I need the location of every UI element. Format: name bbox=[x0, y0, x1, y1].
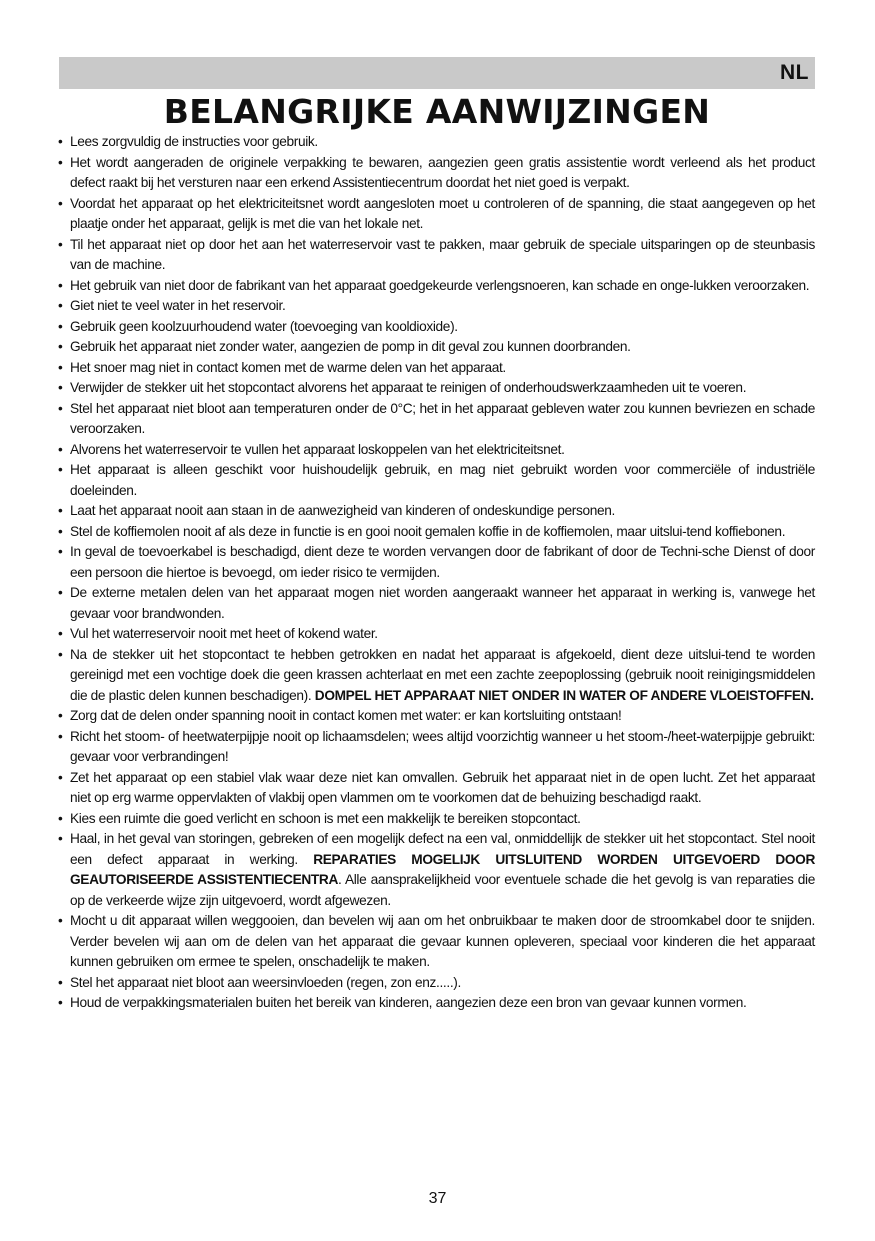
list-item: • Mocht u dit apparaat willen weggooien, dan bevelen wij aan om het onbruikbaar te maken door de stroomkabel door te snijden. Verder bevelen wij aan om de delen van het apparaat die gevaar kunnen opleveren, speciaal voor kinderen die het apparaat kunnen gebruiken om ermee te spelen, onschadelijk te maken. bbox=[58, 911, 815, 973]
language-header-bar bbox=[59, 57, 815, 89]
list-item: • De externe metalen delen van het apparaat mogen niet worden aangeraakt wanneer het apparaat in werking is, vanwege het gevaar voor brandwonden. bbox=[58, 583, 815, 624]
list-item: • Zet het apparaat op een stabiel vlak waar deze niet kan omvallen. Gebruik het apparaat niet in de open lucht. Zet het apparaat niet op erg warme oppervlakten of vlakbij open vlammen om te voorkomen dat de behuizing beschadigd raakt. bbox=[58, 768, 815, 809]
list-item: • Houd de verpakkingsmaterialen buiten het bereik van kinderen, aangezien deze een bron van gevaar kunnen vormen. bbox=[58, 993, 815, 1014]
list-item: • Lees zorgvuldig de instructies voor gebruik. bbox=[58, 132, 815, 153]
page-title: BELANGRIJKE AANWIJZINGEN bbox=[163, 92, 711, 131]
list-item: • Het apparaat is alleen geschikt voor huishoudelijk gebruik, en mag niet gebruikt worden voor commerciële of industriële doeleinden. bbox=[58, 460, 815, 501]
list-item: • Til het apparaat niet op door het aan het waterreservoir vast te pakken, maar gebruik de speciale uitsparingen op de steunbasis van de machine. bbox=[58, 235, 815, 276]
list-item: • Gebruik het apparaat niet zonder water, aangezien de pomp in dit geval zou kunnen doorbranden. bbox=[58, 337, 815, 358]
list-item: • Alvorens het waterreservoir te vullen het apparaat loskoppelen van het elektriciteitsnet. bbox=[58, 440, 815, 461]
list-item: • Het gebruik van niet door de fabrikant van het apparaat goedgekeurde verlengsnoeren, kan schade en onge-lukken veroorzaken. bbox=[58, 276, 815, 297]
list-item: • Het snoer mag niet in contact komen met de warme delen van het apparaat. bbox=[58, 358, 815, 379]
list-item: • Stel het apparaat niet bloot aan weersinvloeden (regen, zon enz.....). bbox=[58, 973, 815, 994]
list-item: • Het wordt aangeraden de originele verpakking te bewaren, aangezien geen gratis assistentie wordt verleend als het product defect raakt bij het versturen naar een erkend Assistentiecentrum doordat het niet goed is verpakt. bbox=[58, 153, 815, 194]
list-item: • Vul het waterreservoir nooit met heet of kokend water. bbox=[58, 624, 815, 645]
list-item: • Laat het apparaat nooit aan staan in de aanwezigheid van kinderen of ondeskundige personen. bbox=[58, 501, 815, 522]
warning-text: REPARATIES MOGELIJK UITSLUITEND WORDEN UITGEVOERD DOOR GEAUTORISEERDE ASSISTENTIECENTRA bbox=[70, 851, 815, 887]
list-item: • Giet niet te veel water in het reservoir. bbox=[58, 296, 815, 317]
list-item: • Verwijder de stekker uit het stopcontact alvorens het apparaat te reinigen of onderhoudswerkzaamheden uit te voeren. bbox=[58, 378, 815, 399]
list-item: • Gebruik geen koolzuurhoudend water (toevoeging van kooldioxide). bbox=[58, 317, 815, 338]
list-item: • Zorg dat de delen onder spanning nooit in contact komen met water: er kan kortsluiting ontstaan! bbox=[58, 706, 815, 727]
list-item: • Na de stekker uit het stopcontact te hebben getrokken en nadat het apparaat is afgekoeld, dient deze uitslui-tend te worden gereinigd met een vochtige doek die geen krassen achterlaat en met een zachte zeepoplossing (gebruik nooit reinigingsmiddelen die de plastic delen kunnen beschadigen). DOMPEL HET APPARAAT NIET ONDER IN WATER OF ANDERE VLOEISTOFFEN. bbox=[58, 645, 815, 707]
list-item: • Haal, in het geval van storingen, gebreken of een mogelijk defect na een val, onmiddellijk de stekker uit het stopcontact. Stel nooit een defect apparaat in werking. REPARATIES MOGELIJK UITSLUITEND WORDEN UITGEVOERD DOOR GEAUTORISEERDE ASSISTENTIECENTRA. Alle aansprakelijkheid voor eventuele schade die het gevolg is van reparaties die op de verkeerde wijze zijn uitgevoerd, wordt afgewezen. bbox=[58, 829, 815, 911]
list-item: • Voordat het apparaat op het elektriciteitsnet wordt aangesloten moet u controleren of de spanning, die staat aangegeven op het plaatje onder het apparaat, gelijk is met die van het lokale net. bbox=[58, 194, 815, 235]
list-item: • Stel het apparaat niet bloot aan temperaturen onder de 0°C; het in het apparaat gebleven water zou kunnen bevriezen en schade veroorzaken. bbox=[58, 399, 815, 440]
language-code: NL bbox=[780, 61, 809, 84]
list-item: • Kies een ruimte die goed verlicht en schoon is met een makkelijk te bereiken stopcontact. bbox=[58, 809, 815, 830]
list-item: • In geval de toevoerkabel is beschadigd, dient deze te worden vervangen door de fabrikant of door de Techni-sche Dienst of door een persoon die hiertoe is bevoegd, om ieder risico te vermijden. bbox=[58, 542, 815, 583]
list-item: • Richt het stoom- of heetwaterpijpje nooit op lichaamsdelen; wees altijd voorzichtig wanneer u het stoom-/heet-waterpijpje gebruikt: gevaar voor verbrandingen! bbox=[58, 727, 815, 768]
instructions-list bbox=[58, 132, 815, 1014]
warning-text: DOMPEL HET APPARAAT NIET ONDER IN WATER OF ANDERE VLOEISTOFFEN. bbox=[314, 687, 814, 703]
page-number: 37 bbox=[428, 1190, 447, 1207]
list-item: • Stel de koffiemolen nooit af als deze in functie is en gooi nooit gemalen koffie in de koffiemolen, maar uitslui-tend koffiebonen. bbox=[58, 522, 815, 543]
